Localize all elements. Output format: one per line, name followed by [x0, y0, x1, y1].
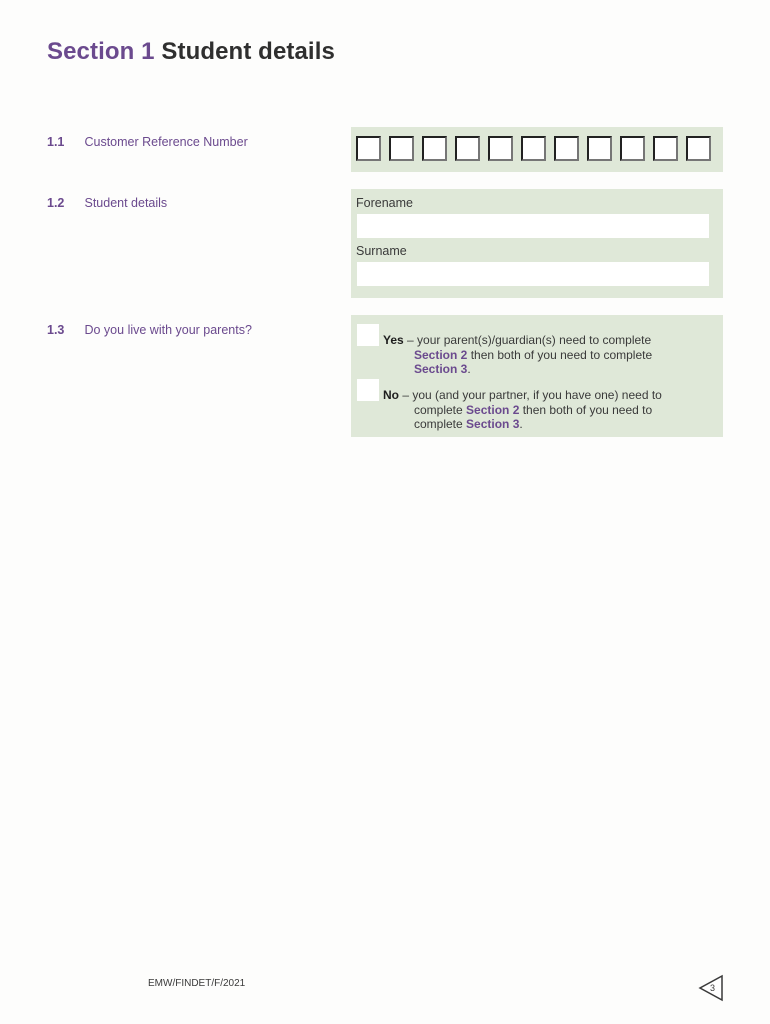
no-line-2: [383, 403, 713, 418]
crn-digit-box[interactable]: [554, 136, 579, 161]
no-text-4: complete: [414, 417, 467, 431]
yes-checkbox[interactable]: [357, 324, 379, 346]
crn-digit-box[interactable]: [653, 136, 678, 161]
crn-digit-box[interactable]: [455, 136, 480, 161]
no-text-1: – you (and your partner, if you have one) need to: [399, 388, 662, 402]
form-code: EMW/FINDET/F/2021: [148, 978, 246, 989]
forename-field[interactable]: [357, 214, 709, 238]
crn-digit-box[interactable]: [422, 136, 447, 161]
no-section-a: Section 2: [466, 402, 520, 417]
yes-section-b: Section 3: [414, 362, 468, 376]
no-section-b: Section 3: [466, 417, 520, 431]
yes-end: .: [467, 362, 471, 376]
crn-boxes: [356, 136, 711, 161]
yes-line-2: [383, 348, 713, 363]
question-1-3: [47, 323, 252, 337]
forename-label: Forename: [356, 196, 413, 210]
live-with-parents-panel: [351, 315, 723, 437]
crn-digit-box[interactable]: [587, 136, 612, 161]
crn-digit-box[interactable]: [356, 136, 381, 161]
yes-text-1: – your parent(s)/guardian(s) need to complete: [403, 333, 652, 347]
section-name: Student details: [161, 38, 335, 65]
yes-label: Yes: [383, 333, 404, 347]
no-option-text: [383, 388, 713, 432]
crn-digit-box[interactable]: [389, 136, 414, 161]
question-number: 1.2: [47, 196, 65, 210]
no-line-3: [383, 417, 713, 432]
crn-digit-box[interactable]: [488, 136, 513, 161]
no-checkbox[interactable]: [357, 379, 379, 401]
question-label: Do you live with your parents?: [84, 323, 252, 337]
question-1-1: [47, 135, 248, 149]
crn-digit-box[interactable]: [686, 136, 711, 161]
no-text-2: complete: [414, 402, 467, 417]
yes-text-2: then both of you need to complete: [467, 347, 653, 362]
surname-label: Surname: [356, 244, 407, 258]
student-details-panel: [351, 189, 723, 298]
page-number: 3: [710, 983, 716, 993]
question-label: Customer Reference Number: [84, 135, 248, 149]
surname-field[interactable]: [357, 262, 709, 286]
section-number: Section 1: [47, 38, 155, 65]
yes-option-text: [383, 333, 713, 377]
question-number: 1.3: [47, 323, 65, 337]
question-label: Student details: [84, 196, 168, 210]
question-number: 1.1: [47, 135, 65, 149]
no-text-3: then both of you need to: [519, 402, 653, 417]
page-title: [47, 38, 335, 66]
crn-digit-box[interactable]: [521, 136, 546, 161]
yes-section-a: Section 2: [414, 347, 468, 362]
question-1-2: [47, 196, 167, 210]
no-end: .: [519, 417, 523, 431]
crn-panel: [351, 127, 723, 172]
yes-line-3: [383, 362, 713, 377]
crn-digit-box[interactable]: [620, 136, 645, 161]
no-label: No: [383, 388, 399, 402]
